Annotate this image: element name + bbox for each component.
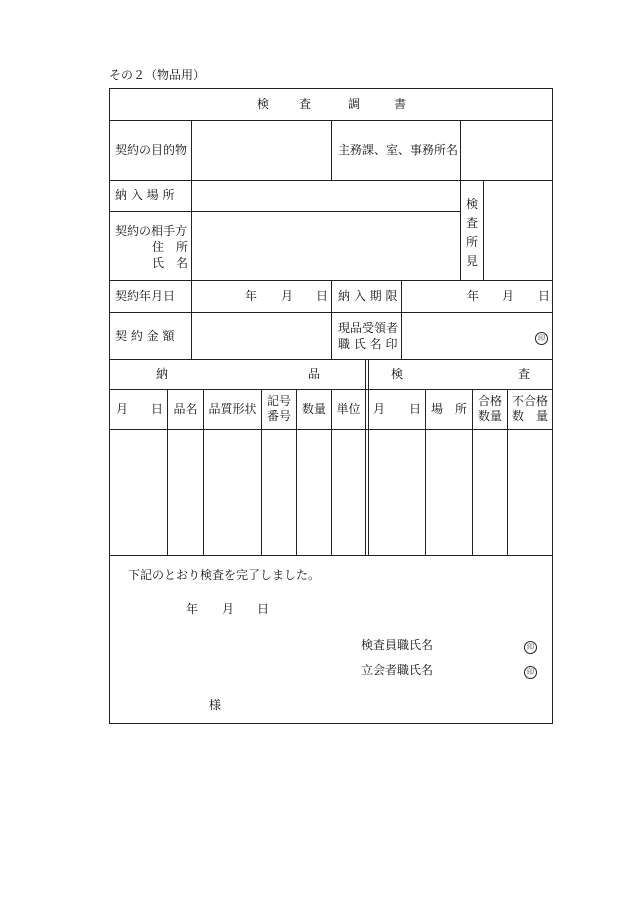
inspection-section-header: 検 bbox=[391, 367, 404, 381]
inspector-seal-icon: 印 bbox=[524, 638, 537, 654]
col-insp-day: 日 bbox=[409, 402, 422, 416]
col-insp-month: 月 bbox=[373, 402, 386, 416]
witness-label: 立会者職氏名 bbox=[361, 663, 434, 677]
contract-purpose-label: 契約の目的物 bbox=[115, 143, 188, 157]
form-caption: その２（物品用） bbox=[109, 68, 206, 82]
delivery-place-label: 納 入 場 所 bbox=[115, 188, 175, 202]
col-symbol-2: 番号 bbox=[266, 409, 291, 423]
inspection-opinion-label: 検 査 所 見 bbox=[465, 197, 478, 268]
receiver-label-2: 職 氏 名 印 bbox=[338, 337, 398, 351]
inspector-label: 検査員職氏名 bbox=[361, 638, 434, 652]
col-place: 場 所 bbox=[430, 402, 467, 416]
delivery-section-header: 納 bbox=[156, 367, 169, 381]
completion-statement: 下記のとおり検査を完了しました。 bbox=[128, 568, 321, 582]
col-quantity: 数量 bbox=[301, 402, 326, 416]
receiver-label-1: 現品受領者 bbox=[338, 321, 399, 335]
col-quality: 品質形状 bbox=[208, 402, 257, 416]
address-label: 住 所 bbox=[152, 240, 189, 254]
footer-month: 月 bbox=[222, 602, 235, 616]
col-unit: 単位 bbox=[336, 402, 361, 416]
col-item-name: 品名 bbox=[173, 402, 198, 416]
name-label: 氏 名 bbox=[152, 256, 189, 270]
col-pass-1: 合格 bbox=[477, 394, 502, 408]
addressee-suffix: 様 bbox=[209, 698, 222, 712]
col-symbol-1: 記号 bbox=[266, 394, 291, 408]
footer-year: 年 bbox=[186, 602, 199, 616]
col-day: 日 bbox=[151, 402, 164, 416]
col-pass-2: 数量 bbox=[477, 409, 502, 423]
delivery-deadline-label: 納 入 期 限 bbox=[338, 289, 398, 303]
col-fail-2: 数 量 bbox=[511, 409, 548, 423]
inspection-report-form: 検 査 調 書 契約の目的物 主務課、室、事務所名 納 入 場 所 検 査 所 見 契約の相手方 住 所 氏 名 契約年月日 年 月 日 納 入 期 限 年 月 日 契 約 金 額 現品受領者 職 氏 名 印 印 納 品 検 査 月 日 品名 品質形状 記号 番号 数量 単位 月 日 場 所 合格 数量 不合格 数 量 下記のとおり検査を完了しました。 年 月 日 検査員職氏名 印 立会者職氏名 印 様 bbox=[109, 88, 553, 724]
counterparty-label: 契約の相手方 bbox=[115, 224, 188, 238]
dept-label: 主務課、室、事務所名 bbox=[338, 143, 459, 157]
col-month: 月 bbox=[116, 402, 129, 416]
contract-date-label: 契約年月日 bbox=[115, 289, 176, 303]
witness-seal-icon: 印 bbox=[524, 663, 537, 679]
receiver-seal-icon: 印 bbox=[535, 329, 548, 345]
col-fail-1: 不合格 bbox=[511, 394, 548, 408]
footer-day: 日 bbox=[257, 602, 270, 616]
contract-amount-label: 契 約 金 額 bbox=[115, 329, 175, 343]
